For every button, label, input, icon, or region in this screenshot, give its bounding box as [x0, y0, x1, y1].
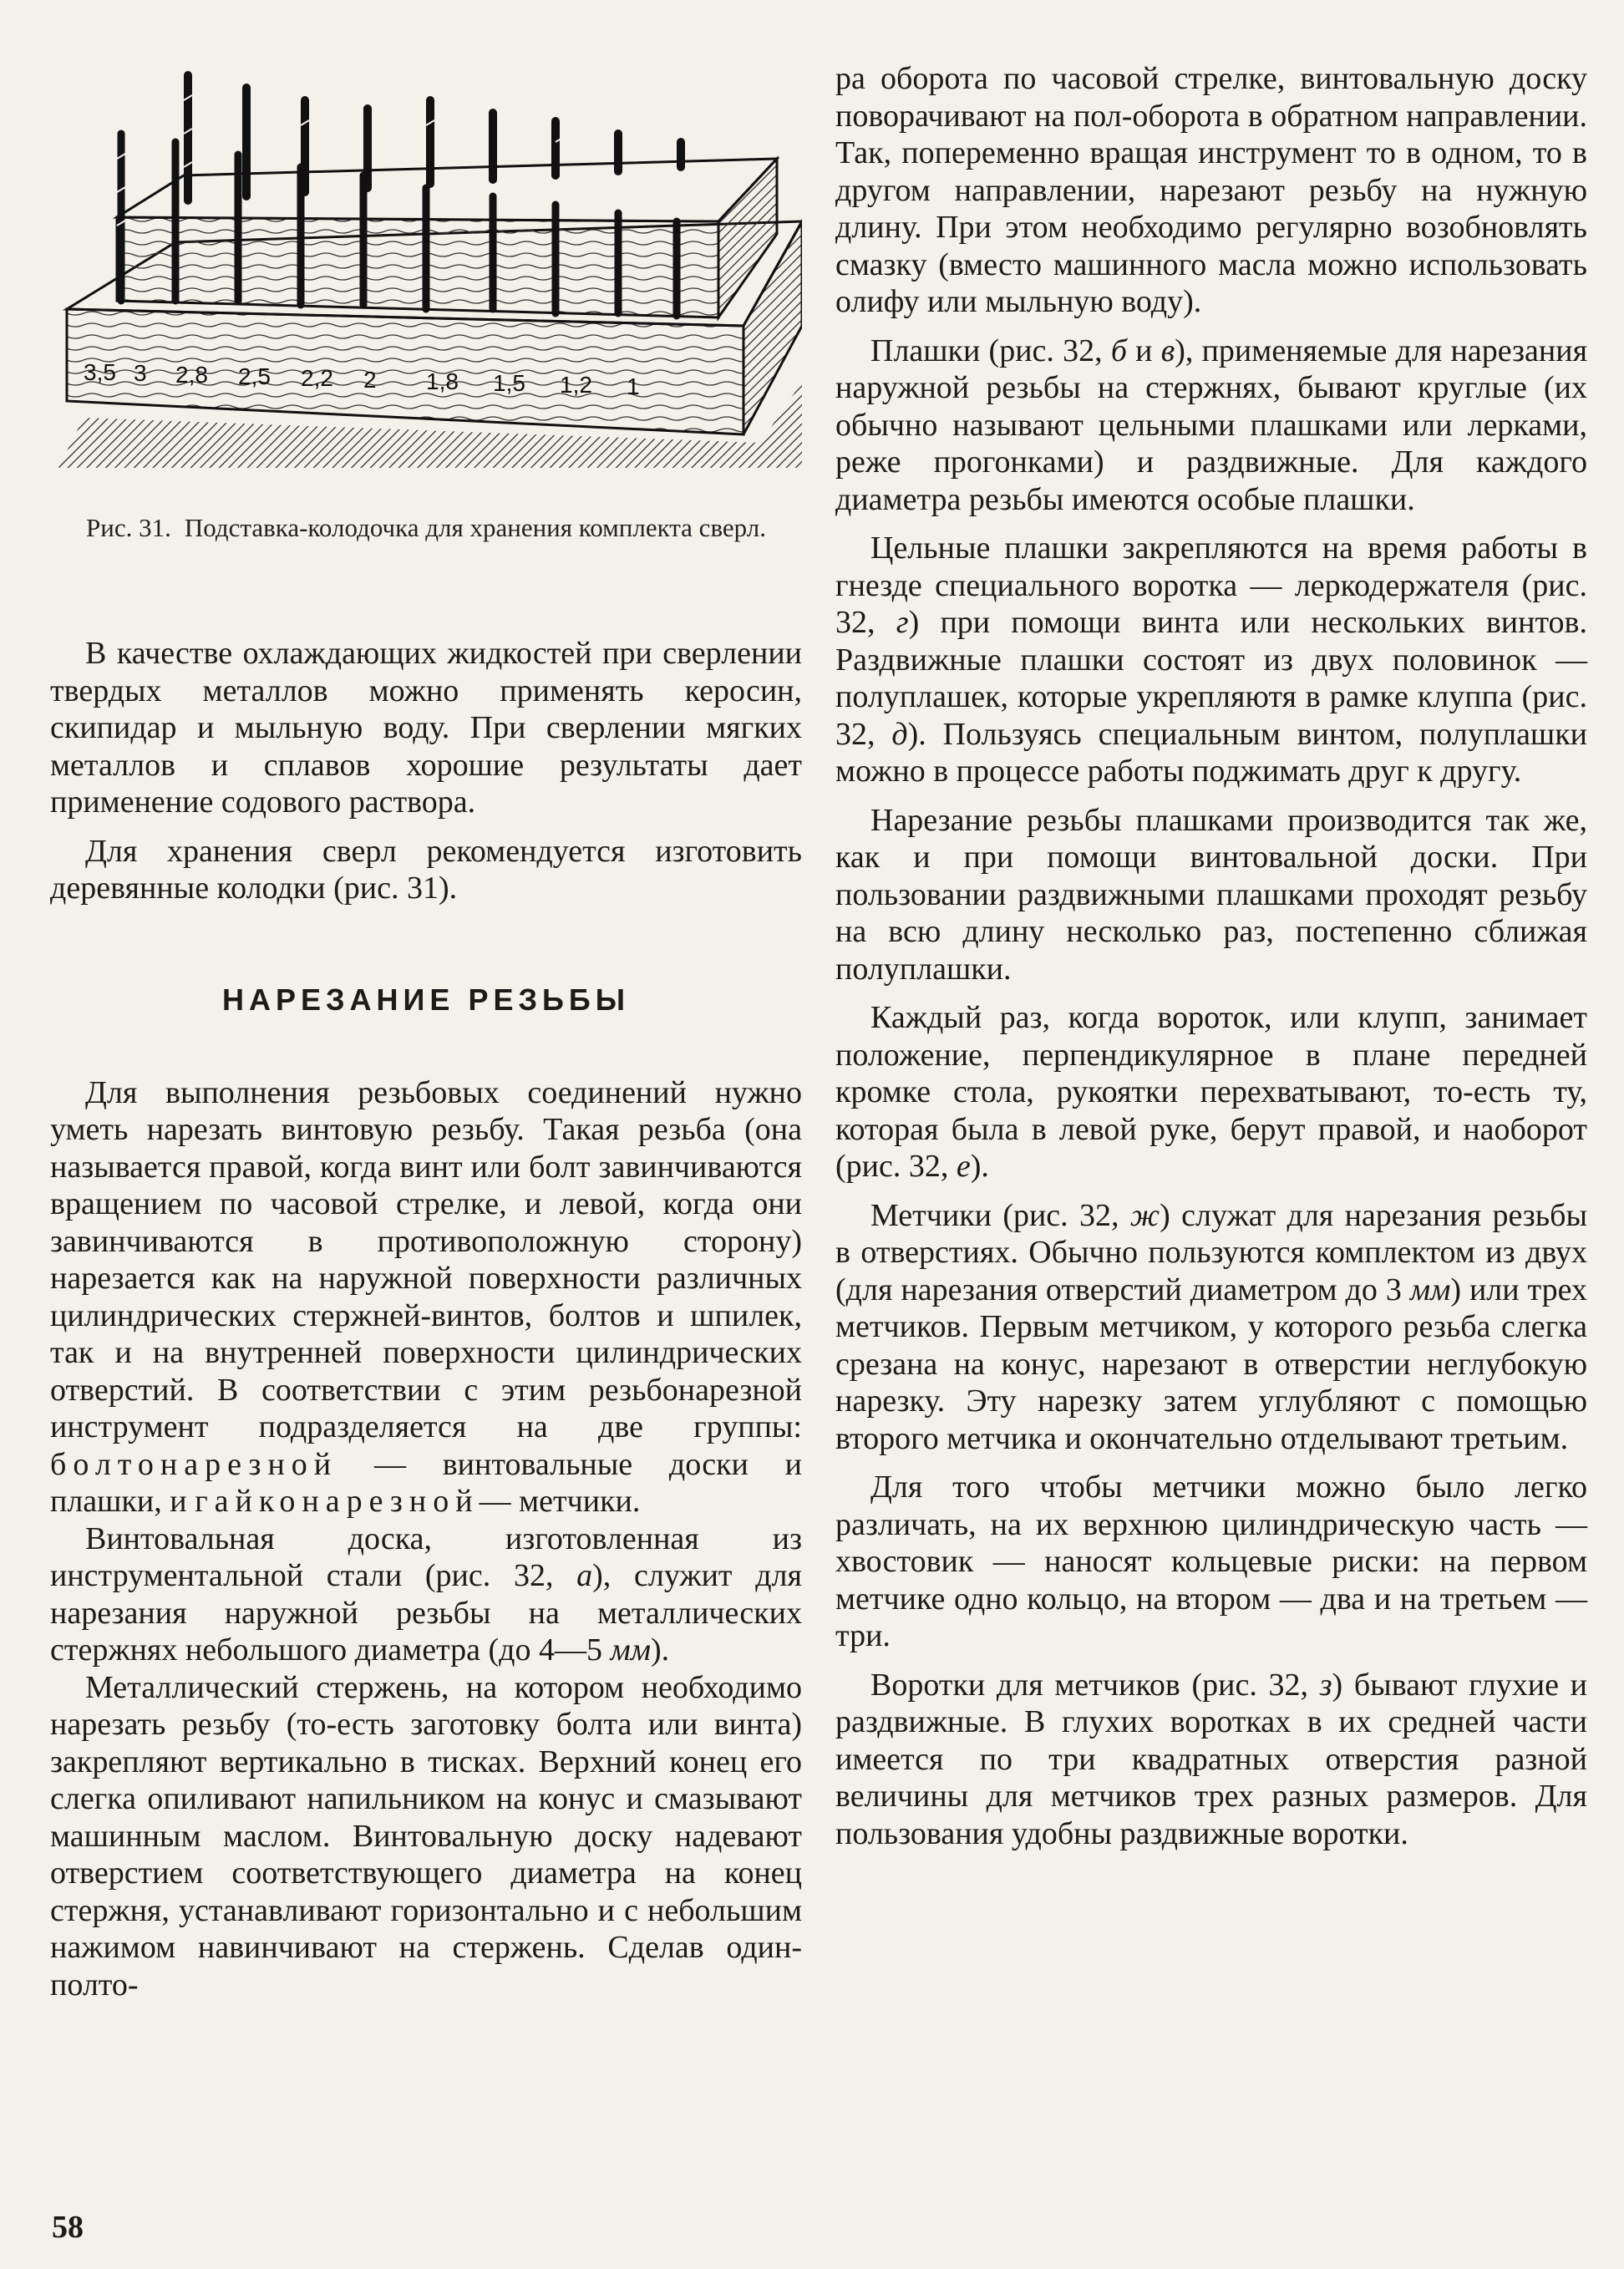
figure-letter: ж [1129, 1197, 1160, 1233]
paragraph: Нарезание резьбы плашками производится так же, как и при помощи винтовальной доски. При пользовании раздвижными плашками проходят резьбу на всю длину несколько раз, постепенно сближая полуплашки. [835, 802, 1587, 987]
scale-label: 1,8 [426, 368, 459, 394]
paragraph: ра оборота по часовой стрелке, винтовальную доску поворачивают на пол-оборота в обратном направлении. Так, попеременно вращая инструмент то в одном, то в другом направлении, нарезают резьбу на нужную длину. При этом необходимо регулярно возобновлять смазку (вместо машинного масла можно использовать олифу или мыльную воду). [835, 61, 1587, 319]
text-run: ). [970, 1149, 989, 1184]
text-run: Винтовальная доска, изготовленная из инструментальной стали (рис. 32, [50, 1520, 802, 1593]
text-run: — винтовальные доски и плашки, и [50, 1446, 803, 1519]
text-run: Плашки (рис. 32, [870, 332, 1103, 368]
scale-label: 1,5 [493, 370, 525, 396]
text-run: ), служит для нарезания наружной резьбы на металлических стержнях небольшого диаметра (до 4—5 [50, 1558, 802, 1667]
text-run: и [1135, 332, 1153, 368]
term: гайконарезной [195, 1484, 480, 1519]
figure-letter: б [1110, 332, 1127, 368]
paragraph [835, 332, 1587, 519]
scale-label: 1 [627, 373, 640, 399]
figure-letter: з [1319, 1667, 1332, 1703]
scale-label: 3 [134, 360, 147, 386]
scale-label: 1,2 [560, 372, 592, 398]
figure-letter: а [576, 1558, 593, 1593]
text-run: ) при помощи винта или нескольких винтов. Раздвижные плашки состоят из двух половинок — полуплашек, которые укрепляютя в рамке клуппа (рис. 32, [835, 605, 1587, 752]
paragraph: Металлический стержень, на котором необходимо нарезать резьбу (то-есть заготовку болта или винта) закрепляют вертикально в тисках. Верхний конец его слегка опиливают напильником на конус и смазывают машинным маслом. Винтовальную доску надевают отверстием соответствующего диаметра на конец стержня, устанавливают горизонтально и с небольшим нажимом навинчивают на стержень. Сделав один-полто- [50, 1669, 802, 2003]
text-run: ) или трех метчиков. Первым метчиком, у которого резьба слегка срезана на конус, нарезают в отверстии неглубокую нарезку. Эту нарезку затем углубляют с помощью второго метчика и окончательно отделывают третьим. [835, 1272, 1587, 1456]
text-run: Для выполнения резьбовых соединений нужно уметь нарезать винтовую резьбу. Такая резьба (она называется правой, когда винт или болт завинчиваются вращением по часовой стрелке, и левой, когда они завинчиваются в противоположную сторону) нарезается как на наружной поверхности различных цилиндрических стержней-винтов, болтов и шпилек, так и на внутренней поверхности цилиндрических отверстий. В соответствии с этим резьбонарезной инструмент подразделяется на две группы: [50, 1074, 802, 1444]
unit: мм [610, 1632, 652, 1667]
base-front [67, 309, 743, 434]
text-run: ) служат для нарезания резьбы в отверстиях. Обычно пользуются комплектом из двух (для нарезания отверстий диаметром до 3 [835, 1197, 1587, 1307]
upper-block [117, 217, 718, 317]
paragraph [835, 1667, 1587, 1853]
text-run: Метчики (рис. 32, [870, 1197, 1119, 1233]
figure-drill-stand [50, 50, 802, 485]
paragraph [50, 1074, 802, 1520]
paragraph: Для того чтобы метчики можно было легко различать, на их верхнюю цилиндрическую часть — хвостовик — наносят кольцевые риски: на первом метчике одно кольцо, на втором — два и на третьем — три. [835, 1470, 1587, 1653]
figure-letter: д [891, 716, 908, 752]
paragraph: Для хранения сверл рекомендуется изготовить деревянные колодки (рис. 31). [50, 833, 802, 906]
figure-label: Рис. 31. [86, 513, 171, 542]
text-run: ) бывают глухие и раздвижные. В глухих воротках в их средней части имеется по три квадратных отверстия разной величины для метчиков трех разных размеров. Для пользования удобны раздвижные воротки. [835, 1667, 1588, 1851]
drill-stand-illustration [50, 50, 802, 485]
scale-label: 2,8 [175, 362, 208, 388]
figure-letter: г [896, 605, 909, 640]
left-column [50, 635, 802, 2003]
paragraph [835, 1197, 1587, 1458]
section-heading: НАРЕЗАНИЕ РЕЗЬБЫ [221, 982, 631, 1017]
right-column [835, 60, 1587, 1852]
text-run: Цельные плашки закрепляются на время работы в гнезде специального воротка — леркодержателя (рис. 32, [835, 530, 1587, 640]
unit: мм [1409, 1272, 1451, 1307]
scale-label: 2 [363, 367, 377, 393]
scale-label: 3,5 [84, 359, 116, 385]
figure-letter: в [1160, 332, 1175, 368]
page-number: 58 [52, 2210, 84, 2245]
paragraph: В качестве охлаждающих жидкостей при сверлении твердых металлов можно применять керосин, скипидар и мыльную воду. При сверлении мягких металлов и сплавов хорошие результаты дает применение содового раствора. [50, 636, 802, 820]
paragraph [50, 1520, 802, 1669]
scale-label: 2,5 [238, 363, 271, 389]
text-run: ). Пользуясь специальным винтом, полуплашки можно в процессе работы поджимать друг к другу. [835, 716, 1587, 789]
text-run: — метчики. [479, 1484, 641, 1519]
text-run: ). [651, 1632, 670, 1667]
term: болтонарезной [50, 1446, 338, 1482]
text-run: Каждый раз, когда вороток, или клупп, занимает положение, перпендикулярное в плане передней кромке стола, рукоятки перехватывают, то-есть ту, которая была в левой руке, берут правой, и наоборот (рис. 32, [835, 1000, 1587, 1184]
figure-caption-text: Подставка-колодочка для хранения комплекта сверл. [184, 513, 766, 542]
paragraph [835, 999, 1587, 1185]
figure-letter: е [956, 1149, 971, 1184]
text-run: Воротки для метчиков (рис. 32, [870, 1667, 1309, 1703]
paragraph [835, 530, 1587, 790]
figure-caption [50, 511, 802, 545]
scale-label: 2,2 [301, 365, 333, 391]
text-run: ), применяемые для нарезания наружной резьбы на стержнях, бывают круглые (их обычно называют цельными плашками или лерками, реже прогонками) и раздвижные. Для каждого диаметра резьбы имеются особые плашки. [835, 332, 1588, 517]
